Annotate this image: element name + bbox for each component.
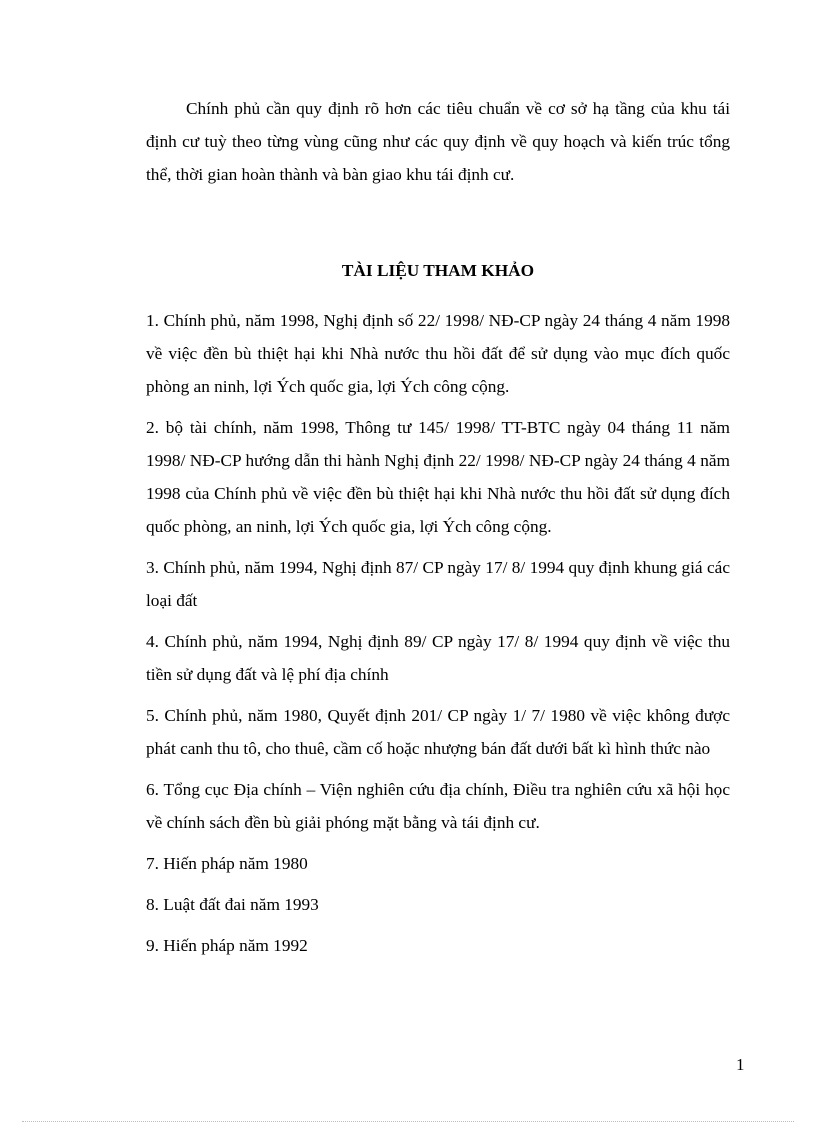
- reference-item-1: 1. Chính phủ, năm 1998, Nghị định số 22/ 1998/ NĐ-CP ngày 24 tháng 4 năm 1998 về việc đền bù thiệt hại khi Nhà nước thu hồi đất để sử dụng vào mục đích quốc phòng an ninh, lợi Ých quốc gia, lợi Ých công cộng.: [146, 311, 730, 396]
- reference-item-7: 7. Hiến pháp năm 1980: [146, 854, 308, 873]
- references-heading: TÀI LIỆU THAM KHẢO: [341, 261, 535, 280]
- page-bottom-divider: [22, 1121, 794, 1122]
- intro-paragraph: Chính phủ cần quy định rõ hơn các tiêu chuẩn về cơ sở hạ tầng của khu tái định cư tuỳ theo từng vùng cũng như các quy định về quy hoạch và kiến trúc tổng thể, thời gian hoàn thành và bàn giao khu tái định cư.: [146, 99, 730, 184]
- reference-item-9: 9. Hiến pháp năm 1992: [146, 936, 308, 955]
- references-list: [146, 304, 730, 962]
- reference-item-2: 2. bộ tài chính, năm 1998, Thông tư 145/ 1998/ TT-BTC ngày 04 tháng 11 năm 1998/ NĐ-CP hướng dẫn thi hành Nghị định 22/ 1998/ NĐ-CP ngày 24 tháng 4 năm 1998 của Chính phủ về việc đền bù thiệt hại khi Nhà nước thu hồi đất sử dụng đích quốc phòng, an ninh, lợi Ých quốc gia, lợi Ých công cộng.: [146, 418, 730, 536]
- page-number: 1: [736, 1055, 745, 1074]
- reference-item-5: 5. Chính phủ, năm 1980, Quyết định 201/ CP ngày 1/ 7/ 1980 về việc không được phát canh thu tô, cho thuê, cầm cố hoặc nhượng bán đất dưới bất kì hình thức nào: [146, 706, 730, 758]
- reference-item-4: 4. Chính phủ, năm 1994, Nghị định 89/ CP ngày 17/ 8/ 1994 quy định về việc thu tiền sử dụng đất và lệ phí địa chính: [146, 632, 730, 684]
- reference-item-6: 6. Tổng cục Địa chính – Viện nghiên cứu địa chính, Điều tra nghiên cứu xã hội học về chính sách đền bù giải phóng mặt bằng và tái định cư.: [146, 780, 730, 832]
- page-content: [146, 92, 730, 970]
- reference-item-8: 8. Luật đất đai năm 1993: [146, 895, 319, 914]
- reference-item-3: 3. Chính phủ, năm 1994, Nghị định 87/ CP ngày 17/ 8/ 1994 quy định khung giá các loại đất: [146, 558, 730, 610]
